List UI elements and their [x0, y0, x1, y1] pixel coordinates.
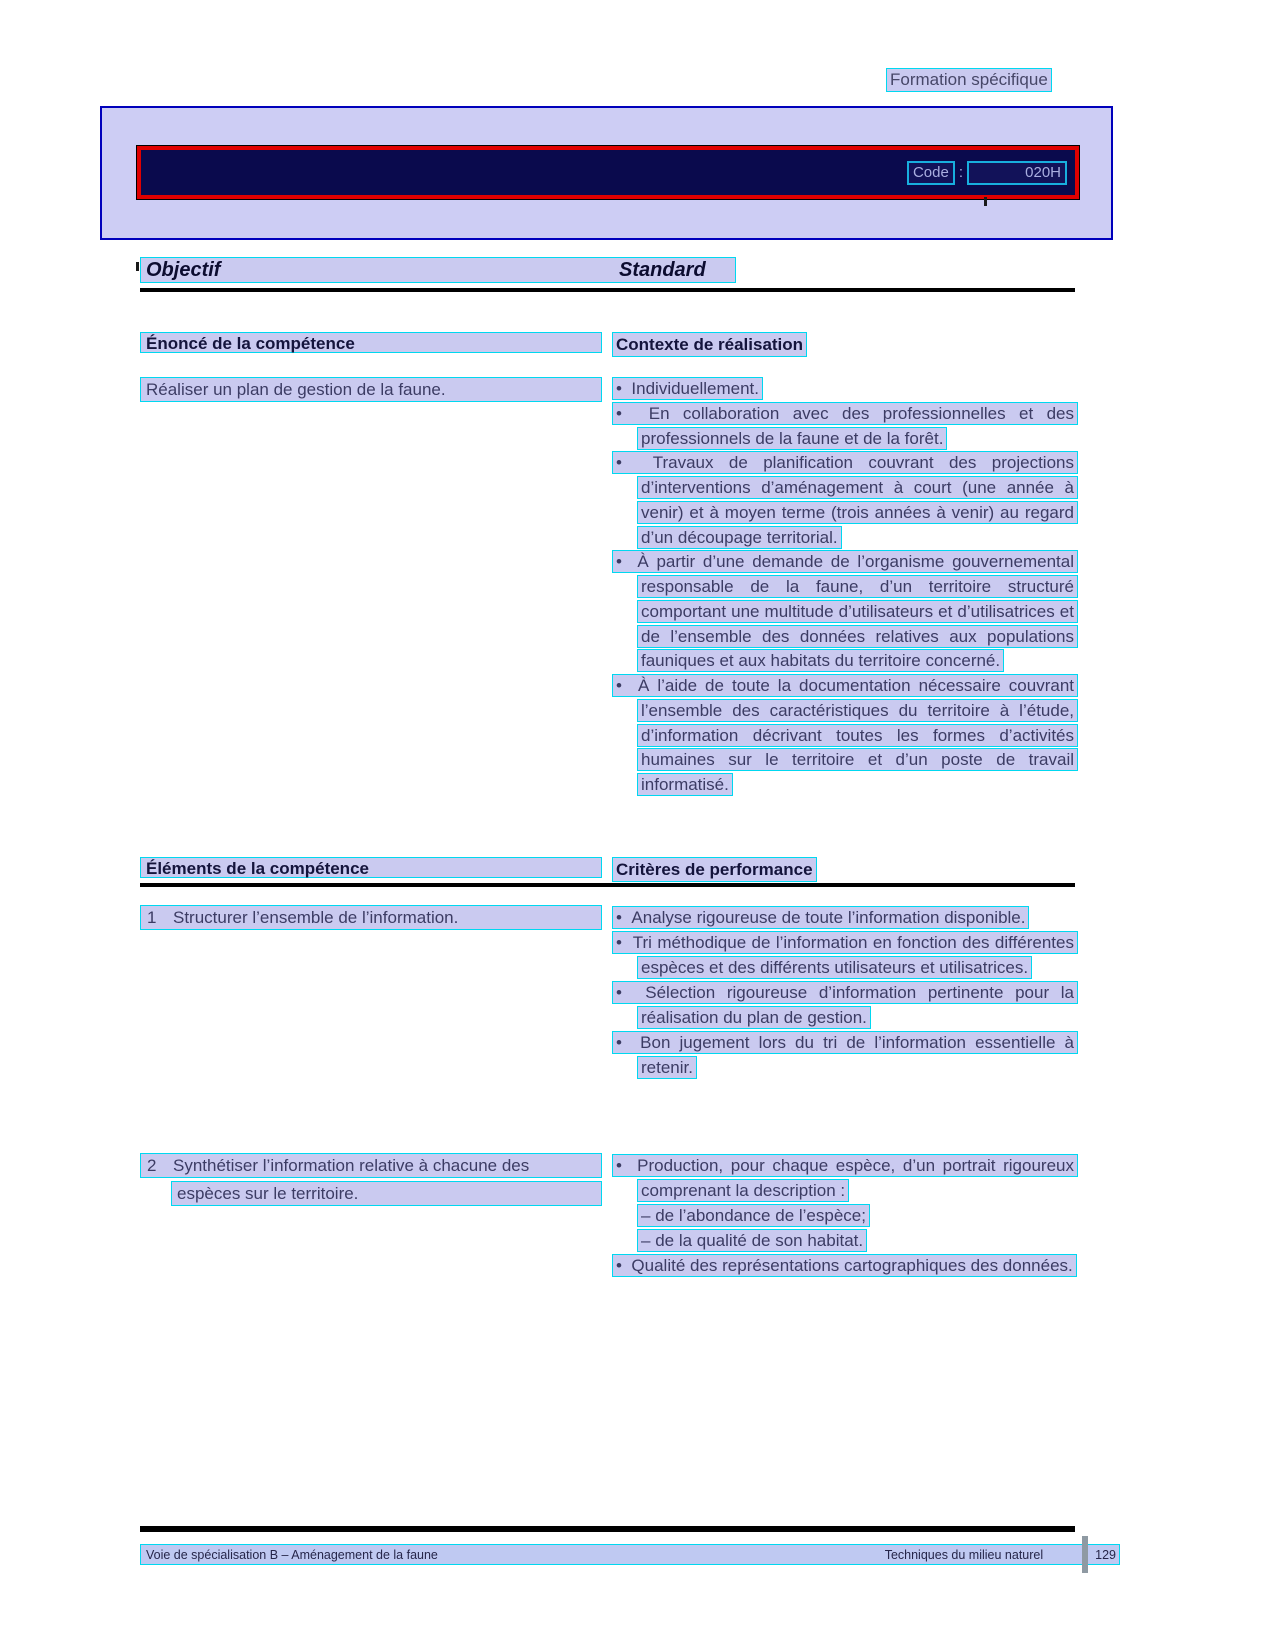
program-label: Formation spécifique	[886, 68, 1052, 92]
context-bullet: • À l’aide de toute la documentation nécessaire couvrant l’ensemble des caractéristiques du territoire à l’étude, d’information décrivant toutes les formes d’activités humaines sur le territoire et d’un poste de travail informatisé.	[612, 674, 1078, 798]
criterion-bullet: • Qualité des représentations cartographiques des données.	[612, 1253, 1078, 1278]
footer-left-text: Voie de spécialisation B – Aménagement de la faune	[146, 1547, 438, 1562]
code-banner	[137, 146, 1079, 199]
competence-statement: Réaliser un plan de gestion de la faune.	[140, 377, 602, 402]
objective-standard-strip	[140, 257, 736, 283]
item-number: 1	[147, 908, 157, 927]
standard-title: Standard	[619, 259, 706, 281]
criteria-list-2	[612, 1153, 1078, 1278]
context-bullet-list	[612, 377, 1078, 798]
footer-right-text: Techniques du milieu naturel	[884, 1547, 1044, 1562]
item-number: 2	[147, 1156, 157, 1175]
heading-contexte-realisation: Contexte de réalisation	[612, 332, 807, 357]
context-bullet: • Travaux de planification couvrant des projections d’interventions d’aménagement à court (une année à venir) et à moyen terme (trois années à venir) au regard d’un découpage territorial.	[612, 451, 1078, 550]
heading-criteres-performance: Critères de performance	[612, 857, 817, 882]
heading-elements-competence: Éléments de la compétence	[140, 857, 602, 878]
context-bullet: • En collaboration avec des professionnelles et des professionnels de la faune et de la forêt.	[612, 402, 1078, 452]
item-text: Structurer l’ensemble de l’information.	[173, 908, 459, 927]
code-value: 020H	[967, 161, 1067, 185]
footer-caret-mark	[1082, 1536, 1088, 1573]
criterion-bullet: • Analyse rigoureuse de toute l’information disponible.	[612, 905, 1078, 930]
footer-bar	[140, 1544, 1120, 1565]
horizontal-rule	[140, 1526, 1075, 1532]
objective-title: Objectif	[146, 259, 221, 281]
title-panel	[100, 106, 1113, 240]
item-text-line: espèces sur le territoire.	[171, 1181, 602, 1206]
code-label: Code	[907, 161, 955, 185]
criteria-list-1	[612, 905, 1078, 1080]
element-item-2	[140, 1153, 602, 1206]
element-item-1	[140, 905, 602, 930]
horizontal-rule	[140, 883, 1075, 887]
criterion-dash: – de l’abondance de l’espèce;	[637, 1203, 1078, 1228]
criterion-dash: – de la qualité de son habitat.	[637, 1228, 1078, 1253]
context-bullet: • À partir d’une demande de l’organisme gouvernemental responsable de la faune, d’un territoire structuré comportant une multitude d’utilisateurs et d’utilisatrices et de l’ensemble des données relatives aux populations fauniques et aux habitats du territoire concerné.	[612, 550, 1078, 674]
criterion-bullet: • Tri méthodique de l’information en fonction des différentes espèces et des différents utilisateurs et utilisatrices.	[612, 930, 1078, 980]
scan-artifact-mark	[984, 197, 987, 206]
heading-enonce-competence: Énoncé de la compétence	[140, 332, 602, 353]
criterion-bullet: • Sélection rigoureuse d’information pertinente pour la réalisation du plan de gestion.	[612, 980, 1078, 1030]
criterion-bullet: • Production, pour chaque espèce, d’un portrait rigoureux comprenant la description :	[612, 1153, 1078, 1203]
context-bullet: • Individuellement.	[612, 377, 1078, 402]
scan-artifact-mark	[136, 262, 139, 271]
code-separator: :	[958, 164, 963, 181]
footer-page-number: 129	[1095, 1547, 1116, 1562]
item-text-line: Synthétiser l’information relative à chacune des	[173, 1156, 530, 1175]
competence-statement-block	[140, 377, 602, 402]
horizontal-rule	[140, 288, 1075, 292]
criterion-bullet: • Bon jugement lors du tri de l’information essentielle à retenir.	[612, 1030, 1078, 1080]
